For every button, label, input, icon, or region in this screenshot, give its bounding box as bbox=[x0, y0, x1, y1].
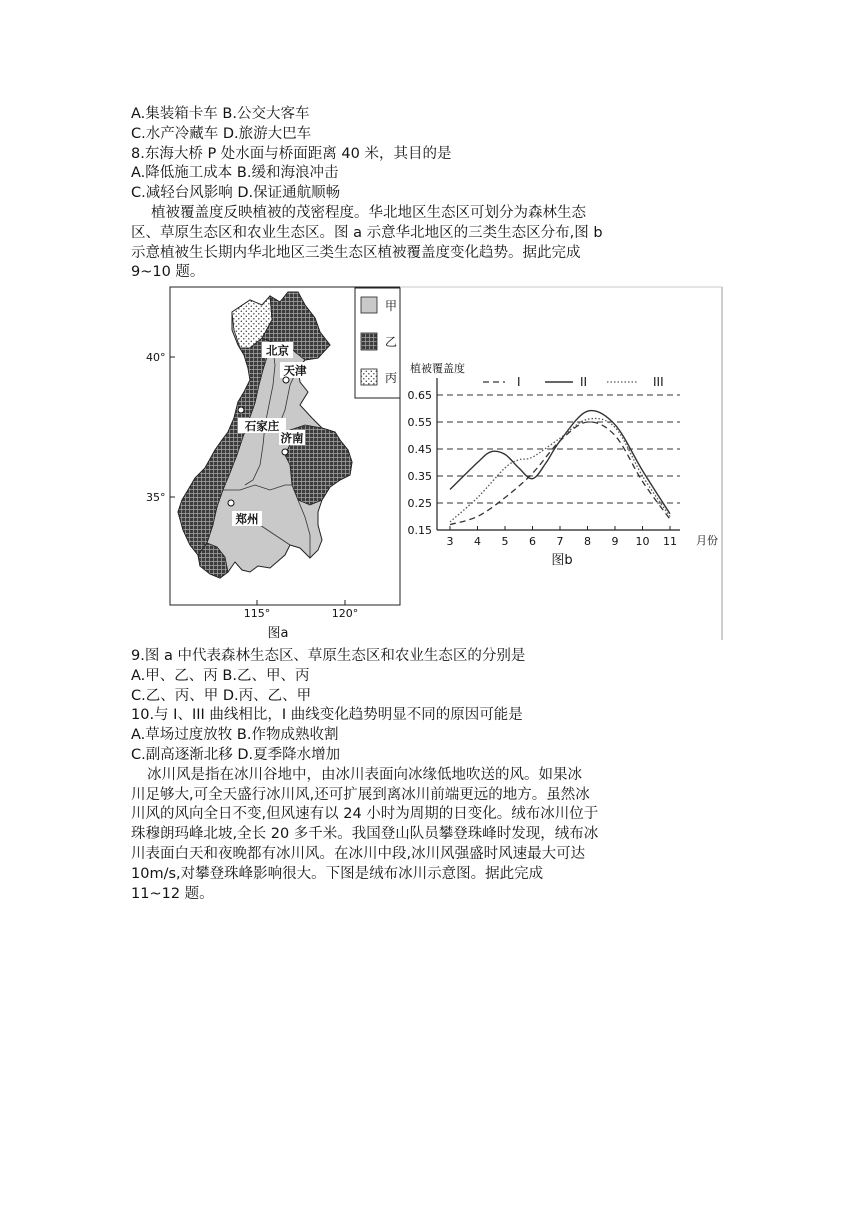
chart-legend bbox=[483, 375, 664, 389]
vegetation-passage-line-4: 9~10 题。 bbox=[131, 264, 205, 281]
x-tick-label: 5 bbox=[501, 535, 509, 548]
legend-swatch-bing bbox=[361, 369, 377, 385]
q7-options-line-2: C.水产冷藏车 D.旅游大巴车 bbox=[131, 125, 312, 142]
city-label-shijiazhuang: 石家庄 bbox=[244, 419, 280, 433]
figure-map-and-chart bbox=[145, 285, 725, 645]
glacier-passage-line-3: 川风的风向全日不变,但风速有以 24 小时为周期的日变化。绒布冰川位于 bbox=[131, 806, 599, 823]
chart-x-axis-label: 月份 bbox=[696, 534, 718, 547]
text-block-bottom bbox=[131, 647, 598, 904]
glacier-passage-line-6: 10m/s,对攀登珠峰影响很大。下图是绒布冰川示意图。据此完成 bbox=[131, 865, 544, 882]
x-tick-label: 4 bbox=[474, 535, 481, 548]
legend-label-II: II bbox=[580, 375, 588, 389]
q7-options-line-1: A.集装箱卡车 B.公交大客车 bbox=[131, 106, 310, 122]
vegetation-passage-line-3: 示意植被生长期内华北地区三类生态区植被覆盖度变化趋势。据此完成 bbox=[131, 244, 581, 261]
legend-swatch-jia bbox=[361, 297, 377, 313]
glacier-passage-line-2: 川足够大,可全天盛行冰川风,还可扩展到离冰川前端更远的地方。虽然冰 bbox=[131, 786, 590, 803]
glacier-passage-line-7: 11~12 题。 bbox=[131, 885, 214, 902]
x-tick-label: 7 bbox=[556, 535, 564, 548]
x-tick-label: 10 bbox=[635, 535, 650, 548]
y-tick-label: 0.65 bbox=[407, 389, 432, 402]
q8-options-line-1: A.降低施工成本 B.缓和海浪冲击 bbox=[131, 165, 339, 182]
series-line-III bbox=[450, 418, 670, 521]
legend-label-III: III bbox=[653, 375, 664, 389]
city-label-jinan: 济南 bbox=[280, 431, 304, 445]
y-tick-label: 0.25 bbox=[407, 497, 432, 510]
q10-options-line-1: A.草场过度放牧 B.作物成熟收割 bbox=[131, 727, 339, 744]
legend-label-I: I bbox=[517, 375, 521, 389]
lat-label-35: 35° bbox=[146, 491, 166, 504]
series-line-II bbox=[450, 411, 670, 514]
glacier-passage-line-4: 珠穆朗玛峰北坡,全长 20 多千米。我国登山队员攀登珠峰时发现，绒布冰 bbox=[131, 826, 599, 843]
lon-label-115: 115° bbox=[243, 607, 271, 620]
city-label-beijing: 北京 bbox=[266, 343, 289, 358]
x-tick-label: 6 bbox=[529, 535, 536, 548]
y-tick-label: 0.15 bbox=[407, 524, 432, 537]
y-tick-label: 0.45 bbox=[407, 443, 432, 456]
legend-label-yi: 乙 bbox=[385, 335, 398, 349]
lon-label-120: 120° bbox=[331, 607, 359, 620]
city-dot-zhengzhou bbox=[228, 500, 234, 506]
map-a bbox=[146, 287, 400, 641]
q9-options-line-2: C.乙、丙、甲 D.丙、乙、甲 bbox=[131, 687, 312, 704]
y-tick-label: 0.35 bbox=[407, 470, 432, 483]
city-dot-jinan bbox=[282, 449, 288, 455]
glacier-passage-line-1: 冰川风是指在冰川谷地中，由冰川表面向冰缘低地吹送的风。如果冰 bbox=[147, 766, 582, 783]
q9-options-line-1: A.甲、乙、丙 B.乙、甲、丙 bbox=[131, 667, 310, 684]
city-dot-shijiazhuang bbox=[238, 407, 244, 413]
text-block-top bbox=[131, 105, 603, 283]
legend-label-jia: 甲 bbox=[385, 299, 398, 313]
city-label-tianjin: 天津 bbox=[283, 363, 307, 378]
q8-stem: 8.东海大桥 P 处水面与桥面距离 40 米，其目的是 bbox=[131, 145, 452, 162]
city-dot-tianjin bbox=[283, 377, 289, 383]
chart-plot-area bbox=[408, 378, 681, 548]
map-caption: 图a bbox=[267, 626, 289, 641]
x-tick-label: 11 bbox=[663, 535, 677, 548]
x-tick-label: 8 bbox=[584, 535, 591, 548]
glacier-passage-line-5: 川表面白天和夜晚都有冰川风。在冰川中段,冰川风强盛时风速最大可达 bbox=[131, 845, 586, 862]
q8-options-line-2: C.减轻台风影响 D.保证通航顺畅 bbox=[131, 185, 341, 202]
vegetation-passage-line-2: 区、草原生态区和农业生态区。图 a 示意华北地区的三类生态区分布,图 b bbox=[131, 224, 603, 241]
q9-stem: 9.图 a 中代表森林生态区、草原生态区和农业生态区的分别是 bbox=[131, 648, 526, 664]
x-tick-label: 9 bbox=[611, 535, 619, 548]
lat-label-40: 40° bbox=[146, 351, 166, 364]
q10-stem: 10.与 I、III 曲线相比，I 曲线变化趋势明显不同的原因可能是 bbox=[131, 707, 523, 724]
series-line-I bbox=[450, 422, 670, 525]
q10-options-line-2: C.副高逐渐北移 D.夏季降水增加 bbox=[131, 746, 341, 763]
legend-label-bing: 丙 bbox=[385, 371, 398, 385]
x-tick-label: 3 bbox=[446, 535, 454, 548]
vegetation-passage-line-1: 植被覆盖度反映植被的茂密程度。华北地区生态区可划分为森林生态 bbox=[151, 204, 586, 221]
chart-y-axis-label: 植被覆盖度 bbox=[410, 362, 465, 375]
city-label-zhengzhou: 郑州 bbox=[235, 512, 259, 526]
legend-swatch-yi bbox=[361, 333, 377, 350]
chart-b bbox=[400, 287, 722, 640]
chart-caption: 图b bbox=[551, 553, 573, 568]
y-tick-label: 0.55 bbox=[407, 416, 432, 429]
